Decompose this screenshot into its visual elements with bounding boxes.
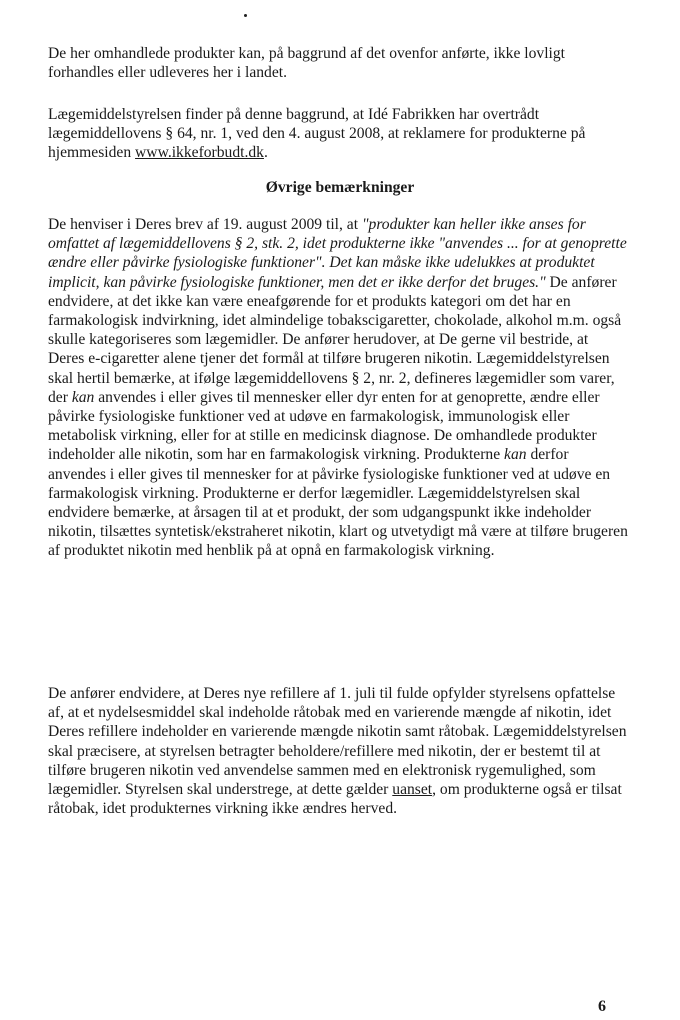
paragraph-4-body-b: , om produkterne også er tilsat råtobak, idet produkternes virkning ikke ændres herved. xyxy=(48,781,622,818)
paragraph-3-body-c: derfor anvendes i eller gives til mennesker for at påvirke fysiologiske funktioner ved at udøve en farmakologisk virkning. Produkterne er derfor lægemidler. Lægemiddelstyrelsen skal endvidere bemærke, at årsagen til at et produkt, der som udgangspunkt ikke indeholder nikotin, tilsættes syntetisk/ekstraheret nikotin, klart og utvetydigt må være at tilføre brugeren af produktet nikotin med henblik på at opnå en farmakologisk virkning. xyxy=(48,446,628,560)
paragraph-1-text: De her omhandlede produkter kan, på baggrund af det ovenfor anførte, ikke lovligt forhandles eller udleveres her i landet. xyxy=(48,45,566,82)
paragraph-3 xyxy=(48,215,628,561)
emphasis-uanset: uanset xyxy=(392,781,433,799)
paragraph-3-body-a: De anfører endvidere, at det ikke kan være eneafgørende for et produkts kategori om det har en farmakologisk indvirkning, idet almindelige tobakscigaretter, chokolade, alkohol m.m. også skulle kategoriseres som lægemidler. De anfører herudover, at De gerne vil bestride, at Deres e-cigaretter alene tjener det formål at tilføre brugeren nikotin. Lægemiddelstyrelsen skal hertil bemærke, at ifølge lægemiddellovens § 2, nr. 2, defineres lægemidler som varer, der xyxy=(48,273,622,406)
paragraph-1 xyxy=(48,44,628,82)
paragraph-4-body-a: De anfører endvidere, at Deres nye refillere af 1. juli til fulde opfylder styrelsens opfattelse af, at et nydelsesmiddel skal indeholde råtobak med en varierende mængde af nikotin, idet Deres refillere indeholder en varierende mængde nikotin samt råtobak. Lægemiddelstyrelsen skal præcisere, at styrelsen betragter beholdere/refillere med nikotin, der er bestemt til at tilføre brugeren nikotin ved anvendelse sammen med en elektronisk rygemulighed, som lægemidler. Styrelsen skal understrege, at dette gælder xyxy=(48,685,627,799)
paragraph-2-text: Lægemiddelstyrelsen finder på denne baggrund, at Idé Fabrikken har overtrådt lægemiddellovens § 64, nr. 1, ved den 4. august 2008, at reklamere for produkterne på hjemmesiden xyxy=(48,106,586,162)
paragraph-2 xyxy=(48,105,628,163)
paragraph-3-body-b: anvendes i eller gives til mennesker eller dyr enten for at genoprette, ændre eller påvirke fysiologiske funktioner ved at udøve en farmakologisk, immunologisk eller metabolisk virkning, eller for at stille en medicinsk diagnose. De omhandlede produkter indeholder alle nikotin, som har en farmakologisk virkning. Produkterne xyxy=(48,388,600,464)
emphasis-kan-2: kan xyxy=(504,446,527,464)
website-link[interactable]: www.ikkeforbudt.dk xyxy=(135,144,264,162)
paragraph-3-intro: De henviser i Deres brev af 19. august 2009 til, at xyxy=(48,216,362,233)
paragraph-4 xyxy=(48,684,628,818)
scan-speck xyxy=(244,14,247,17)
section-heading: Øvrige bemærkninger xyxy=(265,179,415,196)
paragraph-2-end: . xyxy=(263,144,268,162)
page-number: 6 xyxy=(598,998,606,1015)
emphasis-kan-1: kan xyxy=(71,388,95,406)
quoted-passage: "produkter kan heller ikke anses for omfattet af lægemiddellovens § 2, stk. 2, idet produkterne ikke "anvendes ... for at genoprette ændre eller påvirke fysiologiske funktioner". Det kan måske ikke udelukkes at produktet implicit, kan påvirke fysiologiske funktioner, men det er ikke derfor det bruges." xyxy=(48,216,627,291)
